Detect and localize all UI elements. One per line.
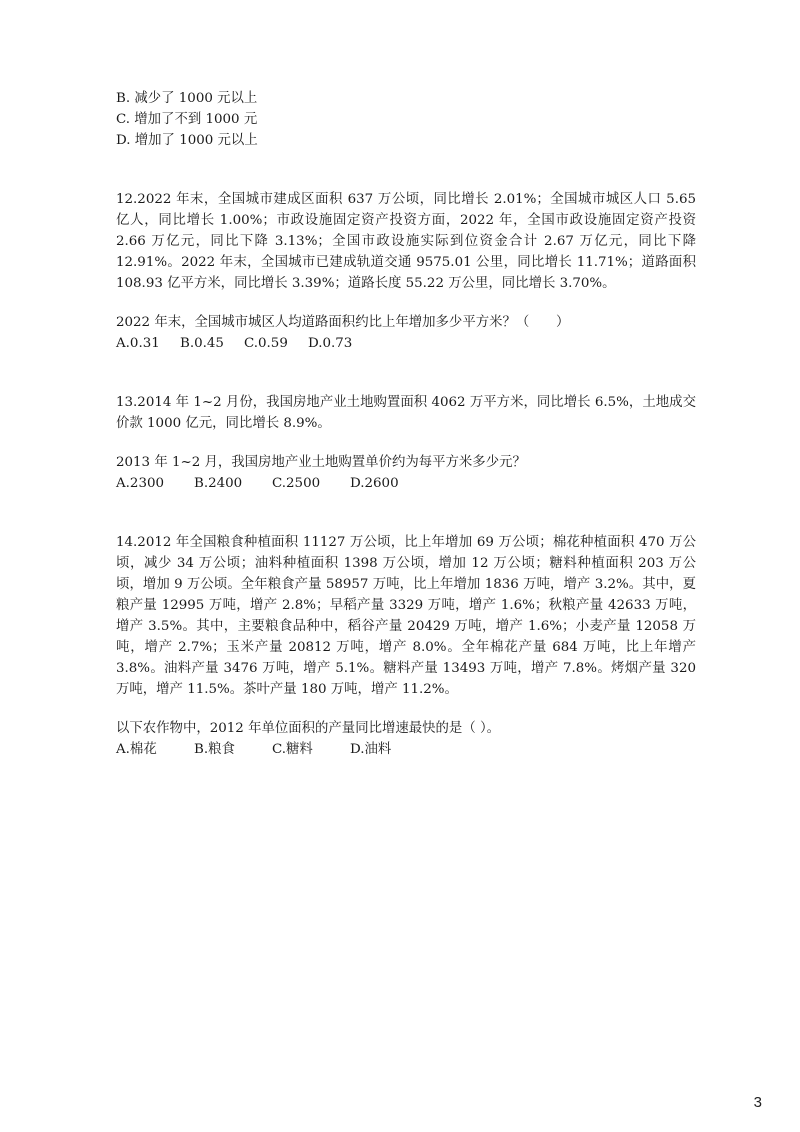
- question-14-prompt: 以下农作物中，2012 年单位面积的产量同比增速最快的是（ ）。: [116, 721, 501, 736]
- q13-option-c: C.2500: [272, 476, 321, 491]
- option-c: C. 增加了不到 1000 元: [116, 112, 258, 127]
- question-14-options: [116, 739, 696, 760]
- question-14-stem: 14.2012 年全国粮食种植面积 11127 万公顷，比上年增加 69 万公顷；棉花种植面积 470 万公顷，减少 34 万公顷；油料种植面积 1398 万公顷，增加 12 万公顷；糖料种植面积 203 万公顷，增加 9 万公顷。全年粮食产量 58957 万吨，比上年增加 1836 万吨，增产 3.2%。其中，夏粮产量 12995 万吨，增产 2.8%；早稻产量 3329 万吨，增产 1.6%；秋粮产量 42633 万吨，增产 3.5%。其中，主要粮食品种中，稻谷产量 20429 万吨，增产 1.6%；小麦产量 12058 万吨，增产 2.7%；玉米产量 20812 万吨，增产 8.0%。全年棉花产量 684 万吨，比上年增产 3.8%。油料产量 3476 万吨，增产 5.1%。糖料产量 13493 万吨，增产 7.8%。烤烟产量 320 万吨，增产 11.5%。茶叶产量 180 万吨，增产 11.2%。: [116, 535, 696, 697]
- page-content: [116, 88, 696, 760]
- question-12-prompt: 2022 年末，全国城市城区人均道路面积约比上年增加多少平方米？（ ）: [116, 315, 570, 330]
- q12-option-a: A.0.31: [116, 336, 160, 351]
- q13-option-d: D.2600: [350, 476, 399, 491]
- option-b: B. 减少了 1000 元以上: [116, 91, 258, 106]
- question-13-stem: 13.2014 年 1~2 月份，我国房地产业土地购置面积 4062 万平方米，同比增长 6.5%，土地成交价款 1000 亿元，同比增长 8.9%。: [116, 395, 696, 431]
- question-13: [116, 392, 696, 494]
- q12-option-c: C.0.59: [244, 336, 288, 351]
- q14-option-c: C.糖料: [272, 742, 313, 757]
- q12-option-d: D.0.73: [308, 336, 353, 351]
- q13-option-a: A.2300: [116, 476, 165, 491]
- option-d: D. 增加了 1000 元以上: [116, 133, 258, 148]
- q12-option-b: B.0.45: [180, 336, 224, 351]
- previous-question-options: [116, 88, 696, 151]
- q14-option-b: B.粮食: [194, 742, 235, 757]
- q13-option-b: B.2400: [194, 476, 243, 491]
- question-14: [116, 532, 696, 760]
- question-12-stem: 12.2022 年末，全国城市建成区面积 637 万公顷，同比增长 2.01%；全国城市城区人口 5.65 亿人，同比增长 1.00%；市政设施固定资产投资方面，2022 年，全国市政设施固定资产投资 2.66 万亿元，同比下降 3.13%；全国市政设施实际到位资金合计 2.67 万亿元，同比下降 12.91%。2022 年末，全国城市已建成轨道交通 9575.01 公里，同比增长 11.71%；道路面积 108.93 亿平方米，同比增长 3.39%；道路长度 55.22 万公里，同比增长 3.70%。: [116, 192, 696, 291]
- question-12: [116, 189, 696, 354]
- page-number: 3: [753, 1094, 762, 1111]
- question-13-options: [116, 473, 696, 494]
- q14-option-a: A.棉花: [116, 742, 157, 757]
- question-13-prompt: 2013 年 1~2 月，我国房地产业土地购置单价约为每平方米多少元？: [116, 455, 526, 470]
- question-12-options: [116, 333, 696, 354]
- q14-option-d: D.油料: [350, 742, 392, 757]
